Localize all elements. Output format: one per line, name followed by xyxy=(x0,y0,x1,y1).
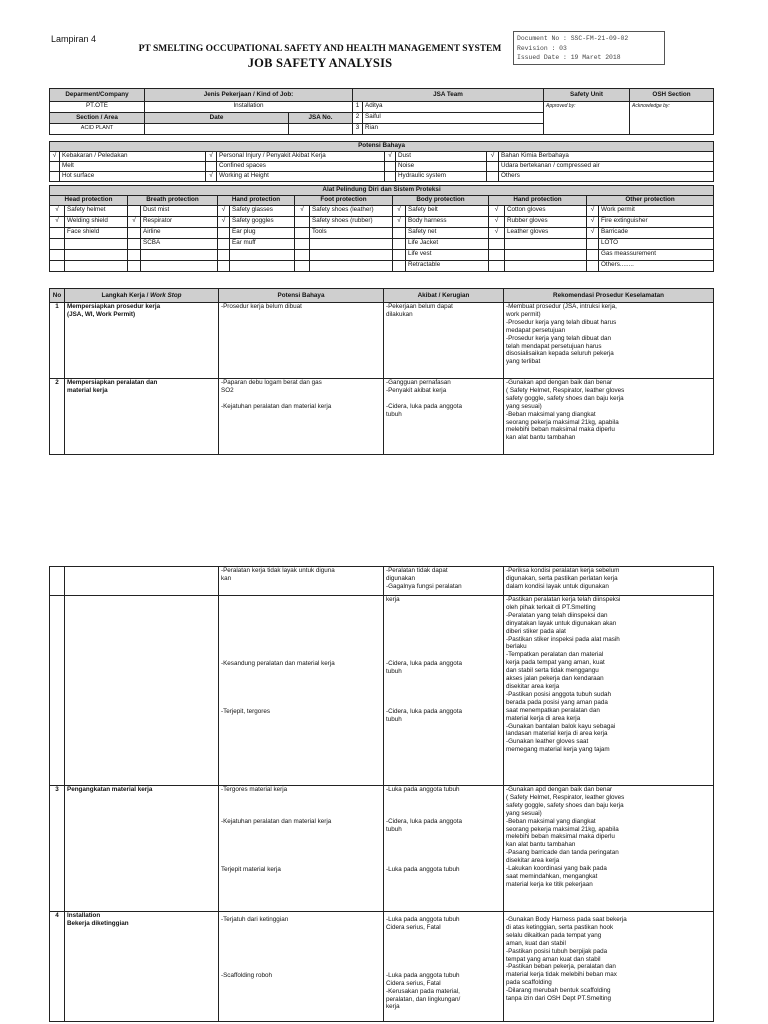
checkbox-empty[interactable] xyxy=(218,239,230,250)
ppe-item: Life vest xyxy=(406,250,489,261)
text-line: dilakukan xyxy=(386,310,413,318)
text-line: disekitar area kerja xyxy=(506,682,560,690)
team-label: JSA Team xyxy=(353,89,544,102)
text-line: -Pastikan posisi tubuh berpijak pada xyxy=(506,947,608,955)
check-mark[interactable]: √ xyxy=(489,206,505,217)
step-no xyxy=(50,596,65,786)
date-label: Date xyxy=(145,113,289,124)
ppe-header-head: Head protection xyxy=(50,196,128,206)
checkbox-empty[interactable] xyxy=(487,172,499,182)
ppe-item: Safety glasses xyxy=(230,206,295,217)
jsa-no-value[interactable] xyxy=(289,124,353,135)
checkbox-empty[interactable] xyxy=(295,250,310,261)
ppe-item: Safety belt xyxy=(406,206,489,217)
text-line: -Dilarang merubah bentuk scaffolding xyxy=(506,987,611,995)
text-line: -Paparan debu logam berat dan gas xyxy=(221,379,322,386)
ppe-item: Ear plug xyxy=(230,228,295,239)
checkbox-empty[interactable] xyxy=(50,239,65,250)
text-line: -Luka pada anggota tubuh xyxy=(386,971,460,979)
check-mark[interactable]: √ xyxy=(295,206,310,217)
text-line: -Kerusakan pada material, xyxy=(386,987,460,995)
recommendation-cell xyxy=(504,786,714,912)
ppe-item: Retractable xyxy=(406,261,489,272)
text-line: SO2 xyxy=(221,386,234,394)
text-line: seorang pekerja maksimal 21kg, apabila xyxy=(506,825,619,833)
text-line: dalam kondisi layak untuk digunakan xyxy=(506,582,609,590)
checkbox-empty[interactable] xyxy=(295,261,310,272)
col-step: Langkah Kerja / Work Stop xyxy=(65,289,219,303)
osh-label: OSH Section xyxy=(630,89,714,102)
step-no: 2 xyxy=(50,379,65,455)
text-line: -Kejatuhan peralatan dan material kerja xyxy=(221,402,332,410)
text-line: Cidera serius, Fatal xyxy=(386,979,441,987)
checkbox-empty[interactable] xyxy=(489,261,505,272)
steps-table xyxy=(49,288,714,455)
recommendation-cell xyxy=(504,303,714,379)
text-line: -Gagalnya fungsi peralatan xyxy=(386,582,462,590)
text-line: ( Safety Helmet, Respirator, leather gloves xyxy=(506,386,625,394)
table-row xyxy=(50,596,714,786)
text-line: tanpa izin dari OSH Dept PT.Smelting xyxy=(506,995,611,1003)
check-mark[interactable]: √ xyxy=(587,217,599,228)
text-line: -Terjatuh dari ketinggian xyxy=(221,916,289,923)
checkbox-empty[interactable] xyxy=(295,228,310,239)
ppe-item: Welding shield xyxy=(65,217,128,228)
step-no: 3 xyxy=(50,786,65,912)
ppe-item: Leather gloves xyxy=(505,228,587,239)
text-line: tempat yang aman kuat dan stabil xyxy=(506,955,601,963)
text-line: -Gunakan Body Harness pada saat bekerja xyxy=(506,916,627,923)
text-line: -Lakukan koordinasi yang baik pada xyxy=(506,865,607,873)
checkbox-empty[interactable] xyxy=(50,172,60,182)
text-line: material kerja tidak melebihi beban max xyxy=(506,971,617,979)
hazard-cell xyxy=(219,303,384,379)
team-member-2: Saiful xyxy=(363,113,544,124)
steps-table-continued xyxy=(49,566,714,1022)
checkbox-empty[interactable] xyxy=(50,162,60,172)
approved-by: Approved by: xyxy=(544,102,630,135)
kind-label: Jenis Pekerjaan / Kind of Job: xyxy=(145,89,353,102)
text-line: -Gunakan leather gloves saat xyxy=(506,738,589,746)
text-line: -Pastikan beban pekerja, peralatan dan xyxy=(506,963,616,971)
ppe-item: Safety shoes (leather) xyxy=(310,206,393,217)
step-cell xyxy=(65,567,219,596)
check-mark[interactable]: √ xyxy=(218,206,230,217)
checkbox-empty[interactable] xyxy=(487,162,499,172)
check-mark[interactable]: √ xyxy=(206,152,217,162)
text-line: -Gunakan bantalan balok kayu sebagai xyxy=(506,722,616,730)
ppe-item: Tools xyxy=(310,228,393,239)
text-line: memegang material kerja yang tajam xyxy=(506,746,610,754)
text-line: safety goggle, safety shoes dan baju kerja xyxy=(506,394,624,402)
ppe-item: Respirator xyxy=(141,217,218,228)
hazards-table xyxy=(49,141,714,182)
checkbox-empty[interactable] xyxy=(206,162,217,172)
ppe-item: Others........ xyxy=(599,261,714,272)
table-row xyxy=(50,786,714,912)
text-line: berada pada posisi yang aman pada xyxy=(506,698,608,706)
hazard-height: Working at Height xyxy=(217,172,385,182)
ppe-item xyxy=(65,250,128,261)
hazard-noise: Noise xyxy=(396,162,487,172)
hazard-fire: Kebakaran / Peledakan xyxy=(60,152,206,162)
text-line: ( Safety Helmet, Respirator, leather gloves xyxy=(506,793,625,801)
step-cell xyxy=(65,912,219,1022)
text-line: -Membuat prosedur (JSA, intruksi kerja, xyxy=(506,303,617,310)
hazard-melt: Melt xyxy=(60,162,206,172)
text-line: digunakan xyxy=(386,574,416,582)
info-table xyxy=(49,88,714,135)
section-label: Section / Area xyxy=(50,113,145,124)
text-line: kan alat bantu tambahan xyxy=(506,434,576,442)
revision: Revision : 03 xyxy=(517,44,567,52)
text-line: -Beban maksimal yang diangkat xyxy=(506,410,596,418)
text-line: -Kejatuhan peralatan dan material kerja xyxy=(221,817,332,825)
text-line: akses jalan pekerja dan kendaraan xyxy=(506,675,604,683)
text-line: -Luka pada anggota tubuh xyxy=(386,786,460,793)
ppe-item xyxy=(505,239,587,250)
text-line: -Luka pada anggota tubuh xyxy=(386,916,460,923)
text-line: kerja xyxy=(386,1003,400,1011)
text-line: -Cidera, luka pada anggota xyxy=(386,659,462,667)
ppe-item: Safety net xyxy=(406,228,489,239)
text-line: Cidera serius, Fatal xyxy=(386,923,441,931)
text-line: melebihi beban maksimal maka diperlu xyxy=(506,833,615,841)
step-no: 4 xyxy=(50,912,65,1022)
checkbox-empty[interactable] xyxy=(218,261,230,272)
text-line: -Cidera, luka pada anggota xyxy=(386,707,462,715)
text-line: -Gunakan apd dengan baik dan benar xyxy=(506,379,613,386)
ppe-item: Face shield xyxy=(65,228,128,239)
unit-label: Safety Unit xyxy=(544,89,630,102)
checkbox-empty[interactable] xyxy=(295,239,310,250)
ppe-title: Alat Pelindung Diri dan Sistem Proteksi xyxy=(50,186,714,196)
team-member-1: Aditya xyxy=(363,102,544,113)
col-no: No xyxy=(50,289,65,303)
text-line: disekitar area kerja xyxy=(506,857,560,865)
text-line: tubuh xyxy=(386,667,402,675)
ppe-item: Rubber gloves xyxy=(505,217,587,228)
check-mark[interactable]: √ xyxy=(393,217,406,228)
text-line: -Luka pada anggota tubuh xyxy=(386,865,460,873)
text-line: -Pekerjaan belum dapat xyxy=(386,303,453,310)
effect-cell xyxy=(384,596,504,786)
text-line: -Beban maksimal yang diangkat xyxy=(506,817,596,825)
issued-date: Issued Date : 19 Maret 2018 xyxy=(517,54,621,61)
text-line: -Tempatkan peralatan dan material xyxy=(506,651,604,659)
company-title: PT SMELTING OCCUPATIONAL SAFETY AND HEALTH MANAGEMENT SYSTEM xyxy=(138,44,502,54)
step-cell xyxy=(65,379,219,455)
hazard-cell xyxy=(219,786,384,912)
text-line: -Cidera, luka pada anggota xyxy=(386,817,462,825)
checkbox-empty[interactable] xyxy=(128,250,141,261)
text-line: kan alat bantu tambahan xyxy=(506,841,576,849)
ppe-item xyxy=(310,239,393,250)
check-mark[interactable]: √ xyxy=(489,217,505,228)
step-cell xyxy=(65,786,219,912)
text-line: -Tergores material kerja xyxy=(221,786,288,793)
hazard-cell xyxy=(219,567,384,596)
text-line: pada scaffolding xyxy=(506,979,552,987)
text-line: -Pastikan posisi anggota tubuh sudah xyxy=(506,690,612,698)
effect-cell xyxy=(384,912,504,1022)
text-line: tubuh xyxy=(386,410,402,418)
text-line: oleh pihak terkait di PT.Smelting xyxy=(506,603,596,611)
effect-cell xyxy=(384,567,504,596)
ppe-item: SCBA xyxy=(141,239,218,250)
hazard-chemical: Bahan Kimia Berbahaya xyxy=(499,152,714,162)
jsa-no-label: JSA No. xyxy=(289,113,353,124)
acknowledge-by: Acknowledge by: xyxy=(630,102,714,135)
text-line: yang terlibat xyxy=(506,358,541,366)
hazards-title: Potensi Bahaya xyxy=(50,142,714,152)
checkbox-empty[interactable] xyxy=(128,239,141,250)
text-line: -Prosedur kerja yang telah dibuat dan xyxy=(506,334,612,342)
ppe-header-breath: Breath protection xyxy=(128,196,218,206)
text-line: kerja pada tempat yang aman, kuat xyxy=(506,659,605,667)
text-line: dan stabil serta tidak menggangu xyxy=(506,667,599,675)
ppe-header-hand: Hand protection xyxy=(218,196,295,206)
ppe-item: LOTO xyxy=(599,239,714,250)
ppe-item: Ear muff xyxy=(230,239,295,250)
check-mark[interactable]: √ xyxy=(393,206,406,217)
checkbox-empty[interactable] xyxy=(385,162,396,172)
checkbox-empty[interactable] xyxy=(587,239,599,250)
text-line: -Kesandung peralatan dan material kerja xyxy=(221,660,335,667)
hazard-hydraulic: Hydraulic system xyxy=(396,172,487,182)
checkbox-empty[interactable] xyxy=(50,228,65,239)
effect-cell xyxy=(384,303,504,379)
text-line: yang sesuai) xyxy=(506,809,542,817)
document-number: Document No : SSC-FM-21-09-02 xyxy=(517,35,629,42)
ppe-item xyxy=(505,250,587,261)
text-line: medapat persetujuan xyxy=(506,326,566,334)
team-member-3: Rian xyxy=(363,124,544,135)
hazard-confined: Confined spaces xyxy=(217,162,385,172)
step-no xyxy=(50,567,65,596)
dept-value: PT.OTE xyxy=(50,102,145,113)
text-line: di atas ketinggian, serta pastikan hook xyxy=(506,923,614,931)
check-mark[interactable]: √ xyxy=(50,217,65,228)
text-line: Terjepit material kerja xyxy=(221,865,281,873)
table-row xyxy=(50,379,714,455)
text-line: -Prosedur kerja yang telah dibuat harus xyxy=(506,318,617,326)
text-line: kerja xyxy=(386,596,400,603)
text-line: disosialisaikan kepada seluruh pekerja xyxy=(506,350,614,358)
table-row xyxy=(50,303,714,379)
text-line: -Penyakit akibat kerja xyxy=(386,386,447,394)
text-line: -Pasang barricade dan tanda peringatan xyxy=(506,849,619,857)
ppe-header-other: Other protection xyxy=(587,196,714,206)
text-line: Pengangkatan material kerja xyxy=(67,786,153,793)
ppe-item xyxy=(310,261,393,272)
ppe-item: Safety goggles xyxy=(230,217,295,228)
text-line: melebihi beban maksimal maka diperlu xyxy=(506,426,615,434)
ppe-table xyxy=(49,185,714,272)
text-line: -Pastikan stiker inspeksi pada alat masih xyxy=(506,635,620,643)
ppe-header-hand-2: Hand protection xyxy=(489,196,587,206)
text-line: Installation xyxy=(67,912,101,919)
dept-label: Deparment/Company xyxy=(50,89,145,102)
text-line: -Periksa kondisi peralatan kerja sebelum xyxy=(506,567,620,574)
hazard-compressed-air: Udara bertekanan / compressed air xyxy=(499,162,714,172)
check-mark[interactable]: √ xyxy=(487,152,499,162)
col-effect: Akibat / Kerugian xyxy=(384,289,504,303)
check-mark[interactable]: √ xyxy=(385,152,396,162)
check-mark[interactable]: √ xyxy=(50,206,65,217)
checkbox-empty[interactable] xyxy=(128,228,141,239)
text-line: saat menempatkan peralatan dan xyxy=(506,706,600,714)
check-mark[interactable]: √ xyxy=(128,217,141,228)
checkbox-empty[interactable] xyxy=(128,206,141,217)
step-cell xyxy=(65,596,219,786)
ppe-item xyxy=(230,261,295,272)
text-line: -Gunakan apd dengan baik dan benar xyxy=(506,786,613,793)
ppe-item: Life Jacket xyxy=(406,239,489,250)
check-mark[interactable]: √ xyxy=(489,228,505,239)
checkbox-empty[interactable] xyxy=(295,217,310,228)
text-line: -Scaffolding roboh xyxy=(221,971,272,979)
text-line: work permit) xyxy=(506,310,541,318)
ppe-item: Safety helmet xyxy=(65,206,128,217)
text-line: (JSA, WI, Work Permit) xyxy=(67,310,136,318)
lampiran-label: Lampiran 4 xyxy=(51,34,97,44)
text-line: diberi stiker pada alat xyxy=(506,627,566,635)
checkbox-empty[interactable] xyxy=(50,250,65,261)
text-line: -Terjepit, tergores xyxy=(221,707,270,715)
check-mark[interactable]: √ xyxy=(218,217,230,228)
text-line: selalu dikaitkan pada tempat yang xyxy=(506,931,602,939)
text-line: berlaku xyxy=(506,643,527,651)
hazard-cell xyxy=(219,379,384,455)
ppe-item: Work permit xyxy=(599,206,714,217)
text-line: kan xyxy=(221,574,232,582)
check-mark[interactable]: √ xyxy=(587,228,599,239)
table-row xyxy=(50,912,714,1022)
ppe-item xyxy=(141,250,218,261)
checkbox-empty[interactable] xyxy=(393,239,406,250)
col-hazard: Potensi Bahaya xyxy=(219,289,384,303)
text-line: -Prosedur kerja belum dibuat xyxy=(221,303,302,310)
ppe-item xyxy=(310,250,393,261)
text-line: Bekerja diketinggian xyxy=(67,919,129,927)
step-no: 1 xyxy=(50,303,65,379)
ppe-item xyxy=(65,261,128,272)
checkbox-empty[interactable] xyxy=(587,261,599,272)
checkbox-empty[interactable] xyxy=(393,228,406,239)
checkbox-empty[interactable] xyxy=(489,250,505,261)
ppe-header-foot: Foot protection xyxy=(295,196,393,206)
col-recommendation: Rekomendasi Prosedur Keselamatan xyxy=(504,289,714,303)
text-line: Mempersiapkan peralatan dan xyxy=(67,379,158,386)
ppe-item: Safety shoes (rubber) xyxy=(310,217,393,228)
text-line: material kerja di area kerja xyxy=(506,714,581,722)
text-line: -Cidera, luka pada anggota xyxy=(386,402,462,410)
text-line: dinyatakan layak untuk digunakan akan xyxy=(506,619,617,627)
ppe-item: Barricade xyxy=(599,228,714,239)
ppe-item: Body harness xyxy=(406,217,489,228)
kind-value: Installation xyxy=(145,102,353,113)
text-line: material kerja ke titik pekerjaan xyxy=(506,880,593,888)
checkbox-empty[interactable] xyxy=(50,261,65,272)
ppe-item: Gas meassurement xyxy=(599,250,714,261)
section-value: ACID PLANT xyxy=(50,124,145,135)
ppe-item xyxy=(141,261,218,272)
table-row xyxy=(50,567,714,596)
recommendation-cell xyxy=(504,379,714,455)
effect-cell xyxy=(384,379,504,455)
team-no-1: 1 xyxy=(353,102,363,113)
hazard-dust: Dust xyxy=(396,152,487,162)
text-line: -Gangguan pernafasan xyxy=(386,379,451,386)
text-line: telah mendapat persetujuan harus xyxy=(506,342,602,350)
checkbox-empty[interactable] xyxy=(489,239,505,250)
text-line: landasan material kerja di area kerja xyxy=(506,730,608,738)
text-line: aman, kuat dan stabil xyxy=(506,939,566,947)
text-line: peralatan, dan lingkungan/ xyxy=(386,995,461,1003)
check-mark[interactable]: √ xyxy=(50,152,60,162)
checkbox-empty[interactable] xyxy=(587,250,599,261)
text-line: yang sesuai) xyxy=(506,402,542,410)
checkbox-empty[interactable] xyxy=(218,250,230,261)
text-line: -Peralatan tidak dapat xyxy=(386,567,448,574)
text-line: digunakan, serta pastikan perlatan kerja xyxy=(506,574,618,582)
checkbox-empty[interactable] xyxy=(393,261,406,272)
recommendation-cell xyxy=(504,567,714,596)
checkbox-empty[interactable] xyxy=(393,250,406,261)
checkbox-empty[interactable] xyxy=(385,172,396,182)
ppe-item xyxy=(230,250,295,261)
text-line: safety goggle, safety shoes dan baju kerja xyxy=(506,801,624,809)
text-line: material kerja xyxy=(67,386,108,394)
ppe-header-body: Body protection xyxy=(393,196,489,206)
hazard-injury: Personal Injury / Penyakit Akibat Kerja xyxy=(217,152,385,162)
hazard-others: Others xyxy=(499,172,714,182)
recommendation-cell xyxy=(504,596,714,786)
check-mark[interactable]: √ xyxy=(206,172,217,182)
checkbox-empty[interactable] xyxy=(128,261,141,272)
recommendation-cell xyxy=(504,912,714,1022)
step-cell xyxy=(65,303,219,379)
team-no-3: 3 xyxy=(353,124,363,135)
text-line: -Peralatan yang telah diinspeksi dan xyxy=(506,611,608,619)
ppe-item: Cotton gloves xyxy=(505,206,587,217)
date-value[interactable] xyxy=(145,124,289,135)
team-no-2: 2 xyxy=(353,113,363,124)
ppe-item: Fire extinguisher xyxy=(599,217,714,228)
hazard-hot-surface: Hot surface xyxy=(60,172,206,182)
ppe-item xyxy=(505,261,587,272)
text-line: -Peralatan kerja tidak layak untuk diguna xyxy=(221,567,335,574)
text-line: saat memindahkan, mengangkat xyxy=(506,872,598,880)
effect-cell xyxy=(384,786,504,912)
ppe-item xyxy=(65,239,128,250)
document-title: JOB SAFETY ANALYSIS xyxy=(247,56,393,70)
document-control-box xyxy=(513,31,665,65)
hazard-cell xyxy=(219,596,384,786)
text-line: Mempersiapkan prosedur kerja xyxy=(67,303,161,310)
checkbox-empty[interactable] xyxy=(218,228,230,239)
text-line: tubuh xyxy=(386,825,402,833)
text-line: -Pastikan peralatan kerja telah diinspeksi xyxy=(506,596,621,603)
text-line: tubuh xyxy=(386,715,402,723)
ppe-item: Airline xyxy=(141,228,218,239)
ppe-item: Dust mist xyxy=(141,206,218,217)
hazard-cell xyxy=(219,912,384,1022)
check-mark[interactable]: √ xyxy=(587,206,599,217)
text-line: seorang pekerja maksimal 21kg, apabila xyxy=(506,418,619,426)
